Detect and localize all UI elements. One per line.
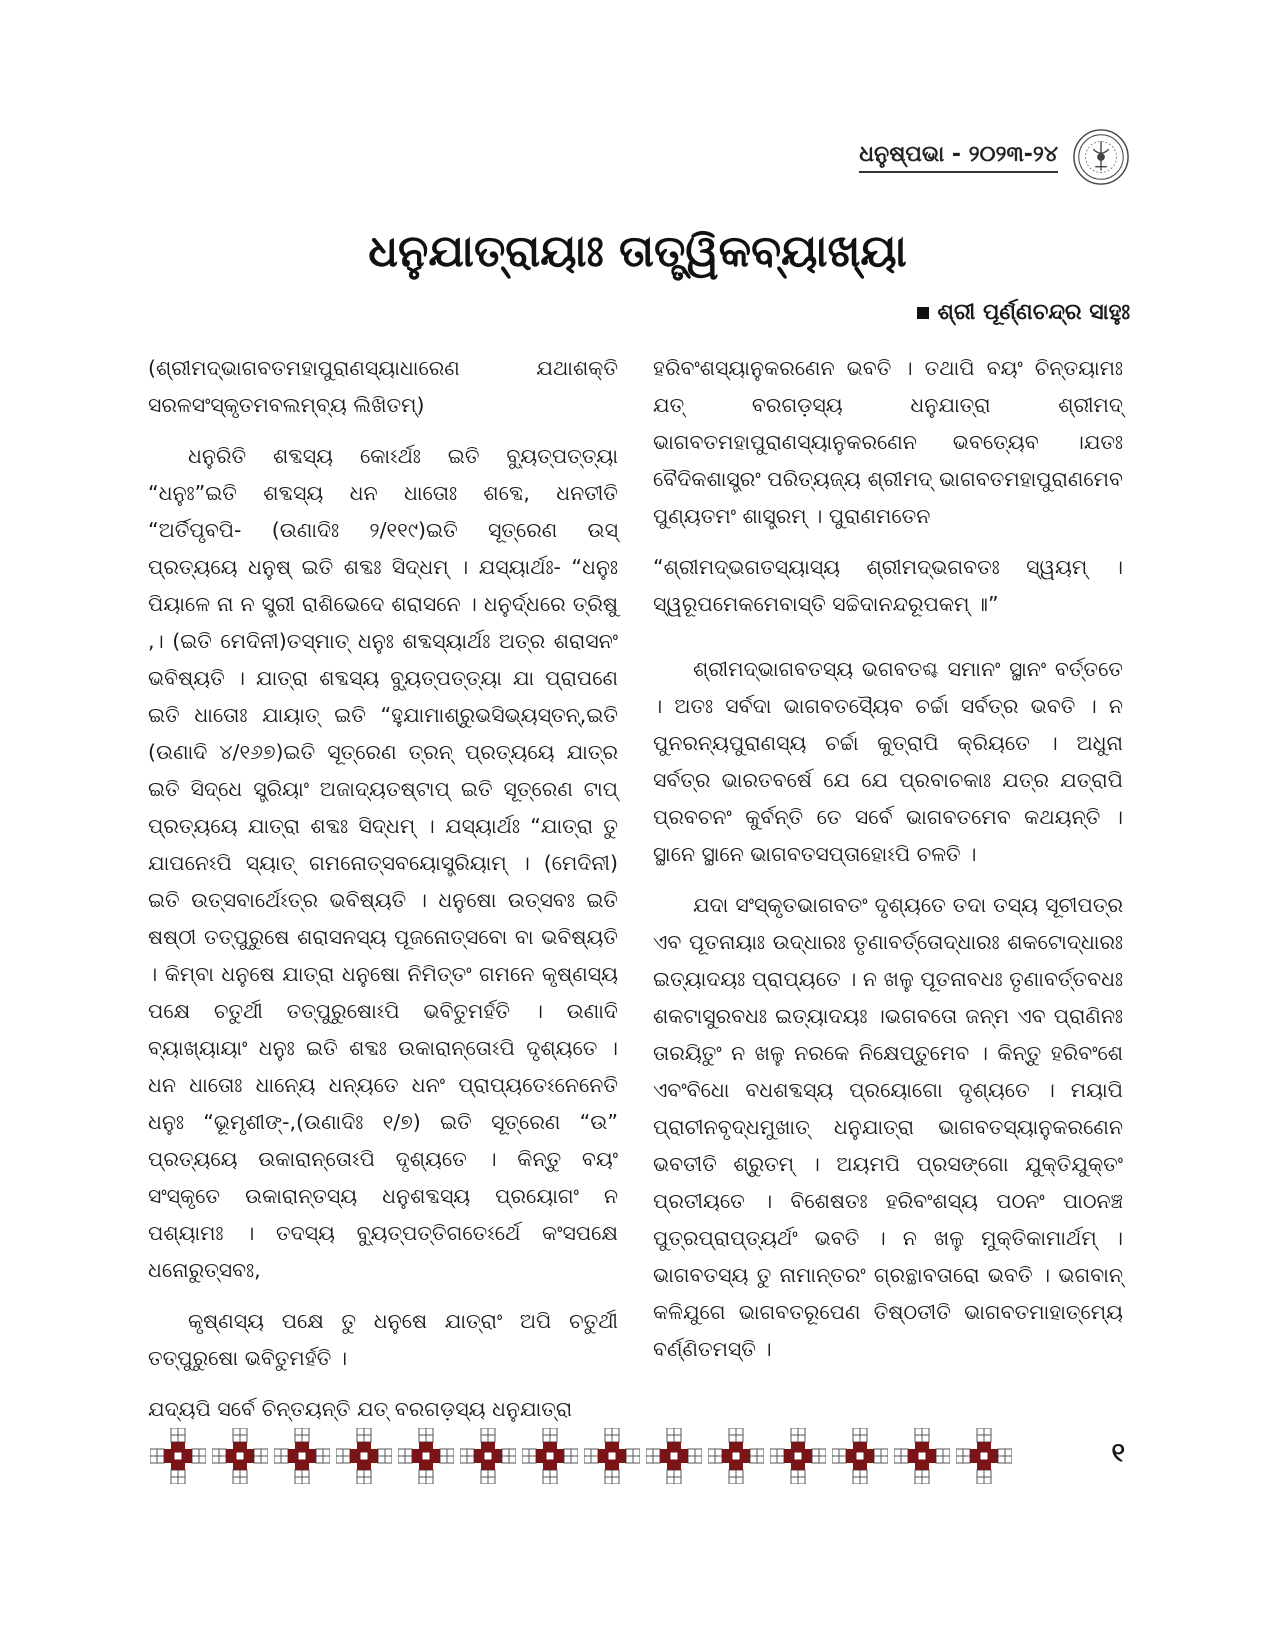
author-line	[917, 300, 1130, 325]
cross-pattern-icon	[398, 1428, 454, 1484]
cross-pattern-icon	[522, 1428, 578, 1484]
cross-pattern-icon	[894, 1428, 950, 1484]
cross-pattern-icon	[336, 1428, 392, 1484]
right-column	[653, 350, 1123, 1382]
seal-emblem-icon	[1072, 128, 1130, 186]
verse-quote: “ଶ୍ରୀମଦ୍ଭଗତସ୍ୟାସ୍ୟ ଶ୍ରୀମଦ୍ଭଗବତଃ ସ୍ୱୟମ୍ । ସ୍ୱରୂପମେକମେବାସ୍ତି ସଚ୍ଚିଦାନନ୍ଦରୂପକମ୍ ॥”	[653, 555, 1123, 616]
cross-pattern-icon	[956, 1428, 1012, 1484]
paragraph: କୃଷ୍ଣସ୍ୟ ପକ୍ଷେ ତୁ ଧନୁଷେ ଯାତ୍ରାଂ ଅପି ଚତୁର୍ଥୀ ତତ୍ପୁରୁଷୋ ଭବିତୁମର୍ହତି ।	[148, 1309, 618, 1370]
paragraph: ଧନୁରିତି ଶବ୍ଦସ୍ୟ କୋଽର୍ଥଃ ଇତି ବ୍ୟୁତ୍ପତ୍ତ୍ୟା “ଧନୁଃ”ଇତି ଶବ୍ଦସ୍ୟ ଧନ ଧାତୋଃ ଶବ୍ଦେ, ଧନତୀତି “ଅର୍ତିପୃବପି- (ଉଣାଦିଃ ୨/୧୧୯)ଇତି ସୂତ୍ରେଣ ଉସ୍ ପ୍ରତ୍ୟୟେ ଧନୁଷ୍ ଇତି ଶବ୍ଦଃ ସିଦ୍ଧମ୍ । ଯସ୍ୟାର୍ଥଃ- “ଧନୁଃ ପିୟାଳେ ନା ନ ସ୍ତ୍ରୀ ରାଶିଭେଦେ ଶରାସନେ । ଧନୁର୍ଦ୍ଧରେ ତ୍ରିଷୁ ,। (ଇତି ମେଦିନୀ)ତସ୍ମାତ୍ ଧନୁଃ ଶବ୍ଦସ୍ୟାର୍ଥଃ ଅତ୍ର ଶରାସନଂ ଭବିଷ୍ୟତି । ଯାତ୍ରା ଶବ୍ଦସ୍ୟ ବ୍ୟୁତ୍ପତ୍ତ୍ୟା ଯା ପ୍ରାପଣେ ଇତି ଧାତୋଃ ଯାୟାତ୍ ଇତି “ହୁଯାମାଶ୍ରୁଭସିଭ୍ୟସ୍ତନ୍,ଇତି (ଉଣାଦି ୪/୧୬୭)ଇତି ସୂତ୍ରେଣ ତ୍ରନ୍ ପ୍ରତ୍ୟୟେ ଯାତ୍ର ଇତି ସିଦ୍ଧେ ସ୍ତ୍ରିୟାଂ ଅଜାଦ୍ୟତଷ୍ଟାପ୍ ଇତି ସୂତ୍ରେଣ ଟାପ୍ ପ୍ରତ୍ୟୟେ ଯାତ୍ରା ଶବ୍ଦଃ ସିଦ୍ଧମ୍ । ଯସ୍ୟାର୍ଥଃ “ଯାତ୍ରା ତୁ ଯାପନେଽପି ସ୍ୟାତ୍ ଗମନୋତ୍ସବୟୋସ୍ତ୍ରିୟାମ୍ । (ମେଦିନୀ) ଇତି ଉତ୍ସବାର୍ଥେଽତ୍ର ଭବିଷ୍ୟତି । ଧନୁଷୋ ଉତ୍ସବଃ ଇତି ଷଷ୍ଠୀ ତତ୍ପୁରୁଷେ ଶରାସନସ୍ୟ ପୂଜନୋତ୍ସବୋ ବା ଭବିଷ୍ୟତି । କିମ୍ବା ଧନୁଷେ ଯାତ୍ରା ଧନୁଷୋ ନିମିତ୍ତଂ ଗମନେ କୃଷ୍ଣସ୍ୟ ପକ୍ଷେ ଚତୁର୍ଥୀ ତତ୍ପୁରୁଷୋଽପି ଭବିତୁମର୍ହତି । ଉଣାଦି ବ୍ୟାଖ୍ୟାୟାଂ ଧନୁଃ ଇତି ଶବ୍ଦଃ ଉକାରାନ୍ତୋଽପି ଦୃଶ୍ୟତେ । ଧନ ଧାତୋଃ ଧାନ୍ୟେ ଧନ୍ୟତେ ଧନଂ ପ୍ରାପ୍ୟତେଽନେନେତି ଧନୁଃ “ଭୂମୃଶୀଙ୍-,(ଉଣାଦିଃ ୧/୭) ଇତି ସୂତ୍ରେଣ “ଉ” ପ୍ରତ୍ୟୟେ ଉକାରାନ୍ତୋଽପି ଦୃଶ୍ୟତେ । କିନ୍ତୁ ବୟଂ ସଂସ୍କୃତେ ଉକାରାନ୍ତସ୍ୟ ଧନୁଶବ୍ଦସ୍ୟ ପ୍ରୟୋଗଂ ନ ପଶ୍ୟାମଃ । ତଦସ୍ୟ ବ୍ୟୁତ୍ପତ୍ତିଗତେଽର୍ଥେ କଂସପକ୍ଷେ ଧନୋରୁତ୍ସବଃ,	[148, 444, 618, 1282]
article-title: ଧନୁଯାତ୍ରାୟାଃ ତାତ୍ତ୍ୱିକବ୍ୟାଖ୍ୟା	[368, 226, 907, 277]
bullet-square-icon	[917, 307, 929, 319]
paragraph: ଶ୍ରୀମଦ୍ଭାଗବତସ୍ୟ ଭଗବତଶ୍ଚ ସମାନଂ ସ୍ଥାନଂ ବର୍ତ୍ତତେ । ଅତଃ ସର୍ବଦା ଭାଗବତସ୍ୟୈବ ଚର୍ଚ୍ଚା ସର୍ବତ୍ର ଭବତି । ନ ପୁନରନ୍ୟପୁରାଣସ୍ୟ ଚର୍ଚ୍ଚା କୁତ୍ରାପି କ୍ରିୟତେ । ଅଧୁନା ସର୍ବତ୍ର ଭାରତବର୍ଷେ ଯେ ଯେ ପ୍ରବାଚକାଃ ଯତ୍ର ଯତ୍ରାପି ପ୍ରବଚନଂ କୁର୍ବନ୍ତି ତେ ସର୍ବେ ଭାଗବତମେବ କଥୟନ୍ତି । ସ୍ଥାନେ ସ୍ଥାନେ ଭାଗବତସପ୍ତାହୋଽପି ଚଳତି ।	[653, 657, 1123, 866]
author-name: ଶ୍ରୀ ପୂର୍ଣ୍ଣଚନ୍ଦ୍ର ସାହୁଃ	[937, 300, 1130, 325]
cross-pattern-icon	[832, 1428, 888, 1484]
paragraph: ଯଦା ସଂସ୍କୃତଭାଗବତଂ ଦୃଶ୍ୟତେ ତଦା ତସ୍ୟ ସୂଚୀପତ୍ର ଏବ ପୂତନାୟାଃ ଉଦ୍ଧାରଃ ତୃଣାବର୍ତ୍ତୋଦ୍ଧାରଃ ଶକଟୋଦ୍ଧାରଃ ଇତ୍ୟାଦୟଃ ପ୍ରାପ୍ୟତେ । ନ ଖଳୁ ପୂତନାବଧଃ ତୃଣାବର୍ତ୍ତବଧଃ ଶକଟାସୁରବଧଃ ଇତ୍ୟାଦୟଃ ।ଭଗବତୋ ଜନ୍ମ ଏବ ପ୍ରାଣିନଃ ତାରୟିତୁଂ ନ ଖଳୁ ନରକେ ନିକ୍ଷେପ୍ତୁମେବ । କିନ୍ତୁ ହରିବଂଶେ ଏବଂବିଧୋ ବଧଶବ୍ଦସ୍ୟ ପ୍ରୟୋଗୋ ଦୃଶ୍ୟତେ । ମୟାପି ପ୍ରାଚୀନବୃଦ୍ଧମୁଖାତ୍ ଧନୁଯାତ୍ରା ଭାଗବତସ୍ୟାନୁକରଣେନ ଭବତୀତି ଶ୍ରୁତମ୍ । ଅୟମପି ପ୍ରସଙ୍ଗୋ ଯୁକ୍ତିଯୁକ୍ତଂ ପ୍ରତୀୟତେ । ବିଶେଷତଃ ହରିବଂଶସ୍ୟ ପଠନଂ ପାଠନଞ୍ଚ ପୁତ୍ରପ୍ରାପ୍ତ୍ୟର୍ଥଂ ଭବତି । ନ ଖଳୁ ମୁକ୍ତିକାମାର୍ଥମ୍ ।ଭାଗବତସ୍ୟ ତୁ ନାମାନ୍ତରଂ ଗ୍ରନ୍ଥାବତାରୋ ଭବତି । ଭଗବାନ୍ କଳିଯୁଗେ ଭାଗବତରୂପେଣ ତିଷ୍ଠତୀତି ଭାଗବତମାହାତ୍ମ୍ୟେ ବର୍ଣ୍ଣିତମସ୍ତି ।	[653, 893, 1123, 1361]
journal-title: ଧନୁଷ୍ପଭା - ୨୦୨୩-୨୪	[859, 142, 1058, 173]
paragraph: ଯଦ୍ୟପି ସର୍ବେ ଚିନ୍ତୟନ୍ତି ଯତ୍ ବରଗଡ଼ସ୍ୟ ଧନୁଯାତ୍ରା	[148, 1397, 573, 1421]
cross-pattern-icon	[212, 1428, 268, 1484]
cross-pattern-icon	[460, 1428, 516, 1484]
paragraph: ହରିବଂଶସ୍ୟାନୁକରଣେନ ଭବତି । ତଥାପି ବୟଂ ଚିନ୍ତୟାମଃ ଯତ୍ ବରଗଡ଼ସ୍ୟ ଧନୁଯାତ୍ରା ଶ୍ରୀମଦ୍ ଭାଗବତମହାପୁରାଣସ୍ୟାନୁକରଣେନ ଭବତ୍ୟେବ ।ଯତଃ ବୈଦିକଶାସ୍ତ୍ରଂ ପରିତ୍ୟଜ୍ୟ ଶ୍ରୀମଦ୍ ଭାଗବତମହାପୁରାଣମେବ ପୁଣ୍ୟତମଂ ଶାସ୍ତ୍ରମ୍ । ପୁରାଣମତେନ	[653, 356, 1123, 528]
cross-pattern-icon	[584, 1428, 640, 1484]
cross-pattern-icon	[708, 1428, 764, 1484]
page-number: ୧	[1111, 1438, 1125, 1468]
cross-pattern-icon	[150, 1428, 206, 1484]
decorative-border	[150, 1428, 1012, 1484]
cross-pattern-icon	[274, 1428, 330, 1484]
intro-note: (ଶ୍ରୀମଦ୍ଭାଗବତମହାପୁରାଣସ୍ୟାଧାରେଣ ଯଥାଶକ୍ତି ସରଳସଂସ୍କୃତମବଲମ୍ବ୍ୟ ଲିଖିତମ୍)	[148, 356, 618, 417]
cross-pattern-icon	[646, 1428, 702, 1484]
left-column	[148, 350, 618, 1442]
cross-pattern-icon	[770, 1428, 826, 1484]
running-header	[859, 128, 1130, 186]
